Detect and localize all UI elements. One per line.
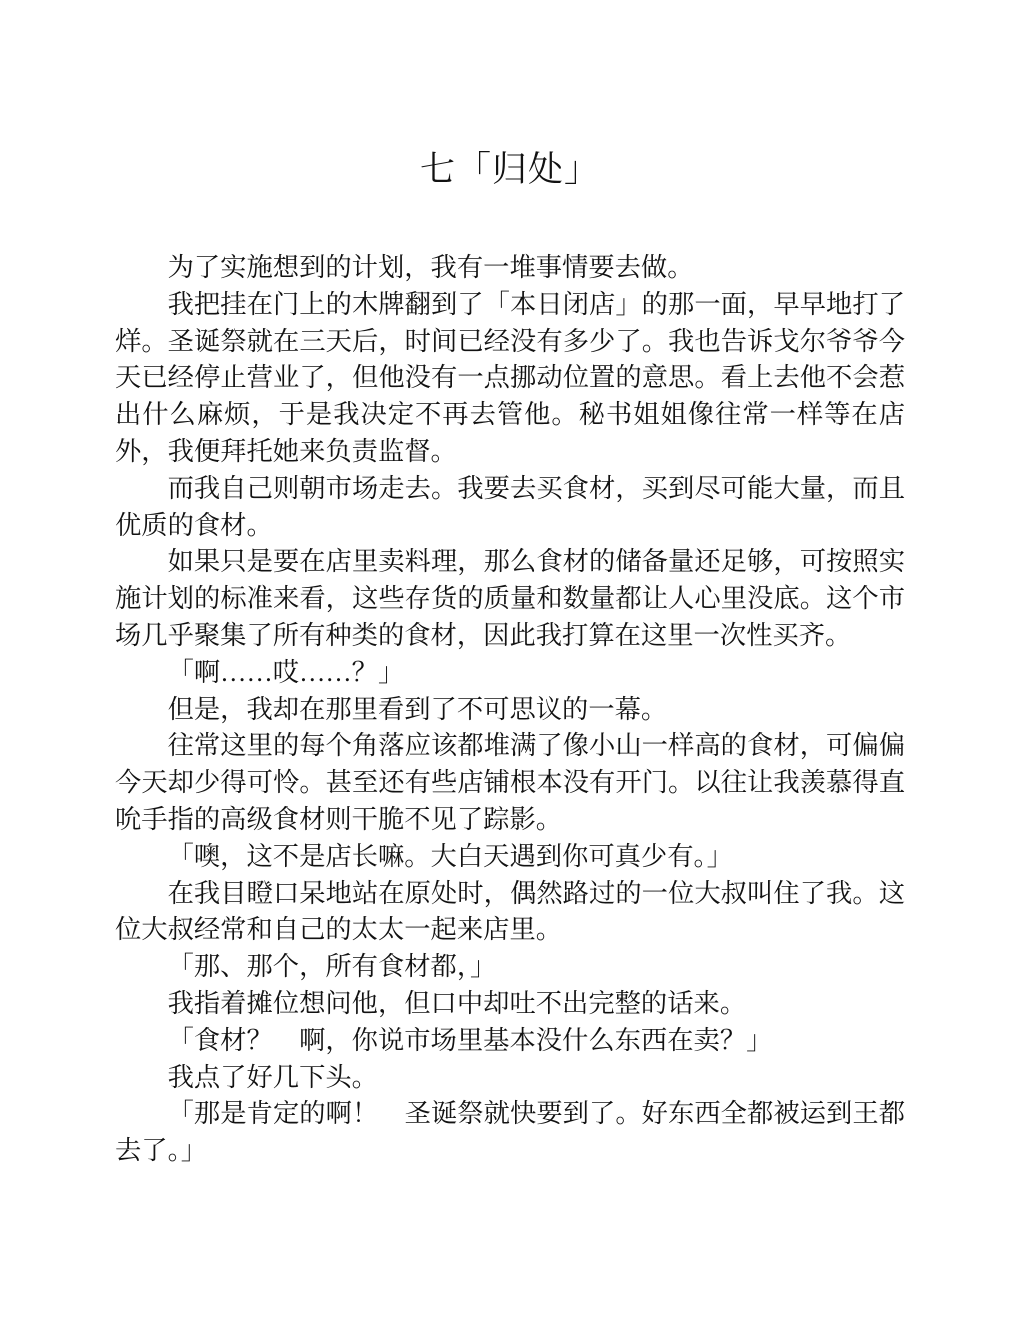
paragraph: 我指着摊位想问他，但口中却吐不出完整的话来。 [167,988,747,1018]
paragraph: 在我目瞪口呆地站在原处时，偶然路过的一位大叔叫住了我。这位大叔经常和自己的太太一起来店里。 [115,878,905,945]
paragraph: 但是，我却在那里看到了不可思议的一幕。 [167,694,668,724]
paragraph: 而我自己则朝市场走去。我要去买食材，买到尽可能大量，而且优质的食材。 [115,473,905,540]
paragraph: 我把挂在门上的木牌翻到了「本日闭店」的那一面，早早地打了烊。圣诞祭就在三天后，时间已经没有多少了。我也告诉戈尔爷爷今天已经停止营业了，但他没有一点挪动位置的意思。看上去他不会惹出什么麻烦，于是我决定不再去管他。秘书姐姐像往常一样等在店外，我便拜托她来负责监督。 [115,289,905,466]
paragraph: 为了实施想到的计划，我有一堆事情要去做。 [167,253,694,282]
paragraph: 「噢，这不是店长嘛。大白天遇到你可真少有。」 [167,841,733,871]
paragraph: 我点了好几下头。 [167,1062,378,1092]
paragraph: 「食材？ 啊，你说市场里基本没什么东西在卖？」 [167,1025,773,1055]
paragraph: 「那、那个，所有食材都，」 [167,952,497,982]
paragraph: 「啊……哎……？」 [167,657,405,687]
paragraph: 往常这里的每个角落应该都堆满了像小山一样高的食材，可偏偏今天却少得可怜。甚至还有些店铺根本没有开门。以往让我羡慕得直吮手指的高级食材则干脆不见了踪影。 [115,731,905,834]
paragraph: 「那是肯定的啊！ 圣诞祭就快要到了。好东西全都被运到王都去了。」 [115,1099,905,1166]
paragraph: 如果只是要在店里卖料理，那么食材的储备量还足够，可按照实施计划的标准来看，这些存货的质量和数量都让人心里没底。这个市场几乎聚集了所有种类的食材，因此我打算在这里一次性买齐。 [115,547,905,650]
paragraph-list [115,250,905,1170]
chapter-title: 七「归处」 [419,150,600,189]
